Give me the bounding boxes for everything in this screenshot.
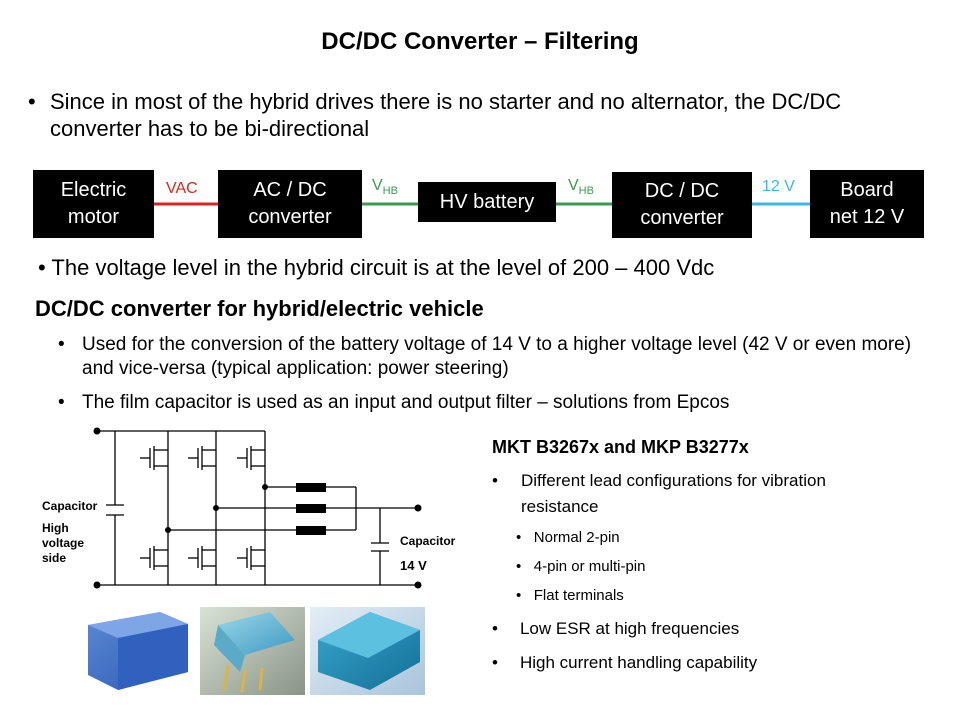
film-capacitor-image-2 bbox=[200, 607, 305, 695]
voltage-bullet: • The voltage level in the hybrid circuit is at the level of 200 – 400 Vdc bbox=[38, 255, 715, 280]
high-voltage-side-label: High voltage side bbox=[42, 521, 85, 565]
section-bullet-text: Used for the conversion of the battery voltage of 14 V to a higher voltage level (42 V or even more) and vice-versa (typical application: power steering) bbox=[82, 334, 912, 379]
link-label: V bbox=[568, 177, 579, 194]
product-item-2 bbox=[492, 616, 739, 642]
link-label: V bbox=[372, 177, 383, 194]
box-label: Electric bbox=[60, 179, 127, 201]
box-label: Board bbox=[840, 179, 894, 201]
box-label: HV battery bbox=[439, 190, 535, 213]
voltage-bullet-text: The voltage level in the hybrid circuit is at the level of 200 – 400 Vdc bbox=[51, 255, 715, 280]
section-bullet-text: The film capacitor is used as an input and output filter – solutions from Epcos bbox=[82, 392, 730, 413]
page-title: DC/DC Converter – Filtering bbox=[321, 28, 639, 55]
product-item-text: High current handling capability bbox=[519, 653, 758, 672]
bullet-marker: • bbox=[492, 619, 498, 638]
box-label: AC / DC bbox=[253, 179, 327, 201]
product-item-1 bbox=[492, 468, 832, 520]
product-item-3 bbox=[492, 650, 757, 676]
right-voltage-label: 14 V bbox=[400, 558, 427, 573]
product-item-text: Different lead configurations for vibration resistance bbox=[521, 471, 826, 516]
bullet-marker: • bbox=[492, 653, 498, 672]
link-label: VAC bbox=[166, 180, 198, 197]
product-subitem-1: • Normal 2-pin bbox=[516, 529, 620, 546]
section-heading: DC/DC converter for hybrid/electric vehicle bbox=[35, 296, 484, 321]
product-subitem-3: • Flat terminals bbox=[516, 587, 624, 604]
link-sub: HB bbox=[578, 185, 594, 198]
link-sub: HB bbox=[382, 185, 398, 198]
product-subitem-text: Normal 2-pin bbox=[533, 529, 620, 546]
product-item-text: Low ESR at high frequencies bbox=[519, 619, 740, 638]
film-capacitor-image-3 bbox=[310, 607, 425, 695]
box-label: DC / DC bbox=[644, 180, 720, 202]
intro-text: Since in most of the hybrid drives there is no starter and no alternator, the DC/DC converter has to be bi-directional bbox=[50, 89, 842, 141]
bullet-marker: • bbox=[492, 471, 498, 490]
product-subitem-2: • 4-pin or multi-pin bbox=[516, 558, 646, 575]
bullet-marker: • bbox=[58, 392, 65, 413]
box-label: converter bbox=[248, 206, 332, 228]
link-label: 12 V bbox=[762, 178, 795, 195]
box-label: converter bbox=[640, 207, 724, 229]
left-capacitor-label: Capacitor bbox=[42, 499, 98, 513]
right-capacitor-label: Capacitor bbox=[400, 534, 456, 548]
bullet-marker: • bbox=[28, 89, 36, 114]
box-label: motor bbox=[67, 206, 120, 228]
product-subitem-text: Flat terminals bbox=[533, 587, 624, 604]
film-capacitor-image-1 bbox=[80, 607, 195, 695]
product-heading: MKT B3267x and MKP B3277x bbox=[492, 437, 749, 457]
box-label: net 12 V bbox=[829, 206, 905, 228]
product-subitem-text: 4-pin or multi-pin bbox=[533, 558, 646, 575]
bullet-marker: • bbox=[58, 334, 65, 355]
